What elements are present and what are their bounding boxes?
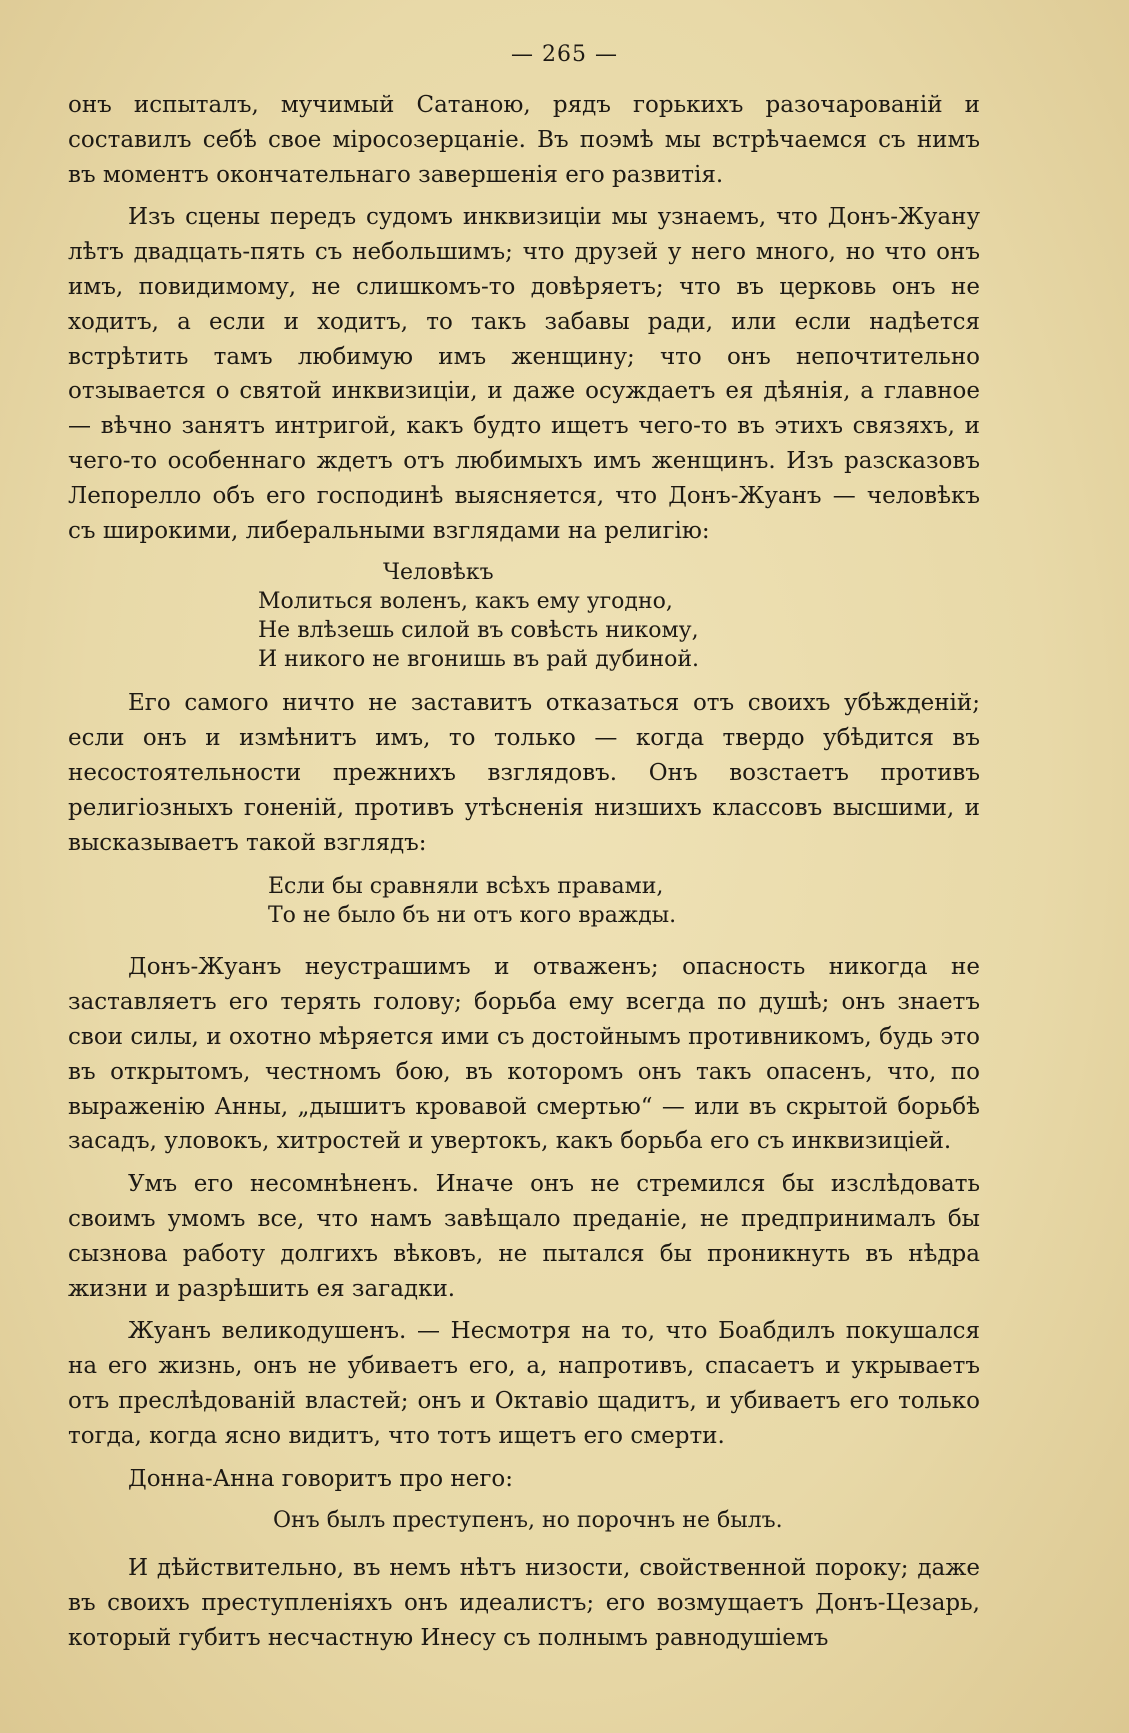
paragraph-3: Его самого ничто не заставитъ отказаться отъ своихъ убѣжденій; если онъ и измѣнитъ имъ, то только — когда твердо убѣдится въ несостоятельности прежнихъ взглядовъ. Онъ возстаетъ противъ религіозныхъ гоненій, противъ утѣсненія низшихъ классовъ высшими, и высказываетъ такой взглядъ: [68, 690, 980, 856]
page-body [68, 88, 980, 1656]
verse-2-line-2: То не было бъ ни отъ кого вражды. [268, 903, 677, 929]
verse-1-line-2: Не влѣзешь силой въ совѣсть никому, [258, 618, 699, 644]
paragraph-8: И дѣйствительно, въ немъ нѣтъ низости, свойственной пороку; даже въ своихъ преступленіяхъ онъ идеалистъ; его возмущаетъ Донъ-Цезарь, который губитъ несчастную Инесу съ полнымъ равнодушіемъ [68, 1555, 980, 1651]
verse-quote-2 [68, 872, 980, 930]
paragraph-5: Умъ его несомнѣненъ. Иначе онъ не стремился бы изслѣдовать своимъ умомъ все, что намъ завѣщало преданіе, не предпринималъ бы сызнова работу долгихъ вѣковъ, не пытался бы проникнуть въ нѣдра жизни и разрѣшить ея загадки. [68, 1171, 980, 1302]
verse-1-line-1: Молиться воленъ, какъ ему угодно, [258, 589, 673, 615]
verse-quote-3 [68, 1506, 980, 1535]
paragraph-6: Жуанъ великодушенъ. — Несмотря на то, что Боабдилъ покушался на его жизнь, онъ не убиваетъ его, а, напротивъ, спасаетъ и укрываетъ отъ преслѣдованій властей; онъ и Октавіо щадитъ, и убиваетъ его только тогда, когда ясно видитъ, что тотъ ищетъ его смерти. [68, 1318, 980, 1449]
paragraph-2: Изъ сцены передъ судомъ инквизиціи мы узнаемъ, что Донъ-Жуану лѣтъ двадцать-пять съ небольшимъ; что друзей у него много, но что онъ имъ, повидимому, не слишкомъ-то довѣряетъ; что въ церковь онъ не ходитъ, а если и ходитъ, то такъ забавы ради, или если надѣется встрѣтить тамъ любимую имъ женщину; что онъ непочтительно отзывается о святой инквизиціи, и даже осуждаетъ ея дѣянія, а главное — вѣчно занятъ интригой, какъ будто ищетъ чего-то въ этихъ связяхъ, и чего-то особеннаго ждетъ отъ любимыхъ имъ женщинъ. Изъ разсказовъ Лепорелло объ его господинѣ выясняется, что Донъ-Жуанъ — человѣкъ съ широкими, либеральными взглядами на религію: [68, 204, 980, 544]
verse-1-line-3: И никого не вгонишь въ рай дубиной. [258, 647, 700, 673]
page-number: — 265 — [511, 42, 618, 67]
verse-quote-1 [68, 558, 980, 674]
verse-3-line-1: Онъ былъ преступенъ, но порочнъ не былъ. [273, 1508, 783, 1534]
paragraph-4: Донъ-Жуанъ неустрашимъ и отваженъ; опасность никогда не заставляетъ его терять голову; борьба ему всегда по душѣ; онъ знаетъ свои силы, и охотно мѣряется ими съ достойнымъ противникомъ, будь это въ открытомъ, честномъ бою, въ которомъ онъ такъ опасенъ, что, по выраженію Анны, „дышитъ кровавой смертью“ — или въ скрытой борьбѣ засадъ, уловокъ, хитростей и увертокъ, какъ борьба его съ инквизиціей. [68, 954, 980, 1155]
paragraph-1: онъ испыталъ, мучимый Сатаною, рядъ горькихъ разочарованій и составилъ себѣ свое міросозерцаніе. Въ поэмѣ мы встрѣчаемся съ нимъ въ моментъ окончательнаго завершенія его развитія. [68, 92, 980, 188]
verse-2-line-1: Если бы сравняли всѣхъ правами, [268, 874, 664, 900]
paragraph-7: Донна-Анна говоритъ про него: [128, 1465, 514, 1492]
verse-1-head: Человѣкъ [383, 560, 494, 586]
